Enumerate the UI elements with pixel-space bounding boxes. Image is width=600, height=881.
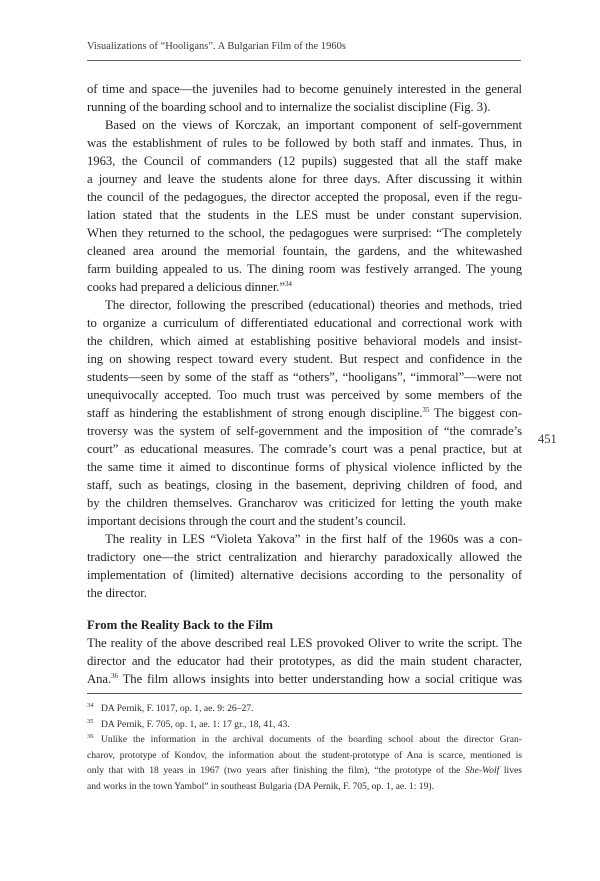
text-line: director and the educator had their prototypes, as did the main student character,	[87, 654, 522, 668]
running-head: Visualizations of “Hooligans”. A Bulgarian Film of the 1960s	[87, 41, 346, 52]
text-line: implementation of (limited) alternative decisions according to the personality of	[87, 568, 522, 582]
text-line: the council of the pedagogues, the director accepted the proposal, even if the regu-	[87, 190, 522, 204]
text-fragment: The biggest con-	[429, 406, 523, 420]
footnote-rule	[87, 693, 522, 694]
text-line: charov, prototype of Kondov, the information about the student-prototype of Ana is scarce, mentioned is	[87, 749, 522, 761]
paragraph-3	[87, 296, 522, 530]
text-line: ing on showing respect toward every student. But respect and confidence in the	[87, 352, 522, 366]
header-rule	[87, 60, 521, 61]
paragraph-1	[87, 80, 522, 116]
text-line: important decisions through the court and the student’s council.	[87, 514, 406, 528]
footnote-text: DA Pernik, F. 1017, op. 1, ae. 9: 26–27.	[101, 703, 254, 714]
paragraph-4	[87, 530, 522, 602]
text-line: was the establishment of rules to be followed by both staff and inmates. Thus, in	[87, 136, 522, 150]
text-line: When they returned to the school, the pedagogues were surprised: “The completely	[87, 226, 522, 240]
footnote-ref-35: 35	[422, 406, 430, 414]
text-line: 1963, the Council of commanders (12 pupils) suggested that all the staff make	[87, 154, 522, 168]
film-title: She-Wolf	[465, 765, 500, 776]
footnote-ref-34: 34	[284, 280, 292, 288]
text-line: the same time it aimed to discontinue forms of physical violence inflicted by the	[87, 460, 522, 474]
text-line: a journey and leave the students alone for three days. After discussing it within	[87, 172, 522, 186]
text-line: Based on the views of Korczak, an important component of self-government	[105, 118, 522, 132]
footnote-text: DA Pernik, F. 705, op. 1, ae. 1: 17 gr., 18, 41, 43.	[101, 718, 290, 730]
footnote-text: only that with 18 years in 1967 (two years after finishing the film), “the prototype of the	[87, 765, 465, 776]
text-line: to organize a curriculum of differentiated educational and correctional work with	[87, 316, 522, 330]
footnote-34: 34 DA Pernik, F. 1017, op. 1, ae. 9: 26–27.	[87, 702, 254, 714]
page-number: 451	[538, 432, 557, 446]
text-line: troversy was the system of self-government and the imposition of “the comrade’s	[87, 424, 522, 438]
text-line: The reality of the above described real LES provoked Oliver to write the script. The	[87, 636, 522, 650]
body-text	[87, 80, 522, 688]
text-line: 36 Unlike the information in the archival documents of the boarding school about the director Gran-	[87, 733, 522, 745]
text-line: the director.	[87, 586, 147, 600]
paragraph-2	[87, 116, 522, 296]
text-line: and works in the town Yambol” in southeast Bulgaria (DA Pernik, F. 705, op. 1, ae. 1: 19).	[87, 780, 434, 792]
text-line: unequivocally accepted. Too much trust was perceived by some members of the	[87, 388, 522, 402]
footnote-36	[87, 732, 522, 794]
text-line: of time and space—the juveniles had to become genuinely interested in the general	[87, 82, 522, 96]
footnotes	[87, 701, 522, 794]
footnote-text: Unlike the information in the archival documents of the boarding school about the director Gran-	[101, 734, 522, 745]
paragraph-5	[87, 634, 522, 688]
text-fragment: cooks had prepared a delicious dinner.”	[87, 280, 285, 294]
text-line: cleaned area around the memorial fountain, the gardens, and the whitewashed	[87, 244, 522, 258]
section-heading: From the Reality Back to the Film	[87, 618, 274, 632]
text-line: running of the boarding school and to internalize the socialist discipline (Fig. 3).	[87, 100, 491, 114]
text-fragment: staff as hindering the establishment of strong enough discipline.	[87, 406, 423, 420]
footnote-text: lives	[499, 765, 522, 776]
footnote-ref-36: 36	[111, 672, 118, 680]
text-line: court” as educational measures. The comrade’s court was a penal practice, but at	[87, 442, 522, 456]
text-line	[87, 278, 522, 296]
text-line: by the children themselves. Grancharov was criticized for letting the youth make	[87, 496, 522, 510]
text-line: tradictory one—the strict centralization and hierarchy paradoxically allowed the	[87, 550, 522, 564]
text-line	[87, 404, 522, 422]
text-line	[87, 670, 522, 688]
text-line: lation stated that the students in the LES must be under constant supervision.	[87, 208, 522, 222]
text-line: farm building appealed to us. The dining room was festively arranged. The young	[87, 262, 522, 276]
text-line: students—seen by some of the staff as “others”, “hooligans”, “immoral”—were not	[87, 370, 522, 384]
text-line	[87, 763, 522, 779]
text-fragment: Ana.	[87, 672, 112, 686]
text-fragment: The film allows insights into better understanding how a social critique was	[117, 672, 522, 686]
text-line: the children, which aimed at establishing positive behavioral models and insist-	[87, 334, 522, 348]
text-line: The director, following the prescribed (educational) theories and methods, tried	[105, 298, 522, 312]
text-line: staff, such as beatings, closing in the basement, depriving children of food, and	[87, 478, 522, 492]
footnote-35: 35 DA Pernik, F. 705, op. 1, ae. 1: 17 gr., 18, 41, 43.	[87, 717, 290, 730]
text-line: The reality in LES “Violeta Yakova” in the first half of the 1960s was a con-	[105, 532, 522, 546]
